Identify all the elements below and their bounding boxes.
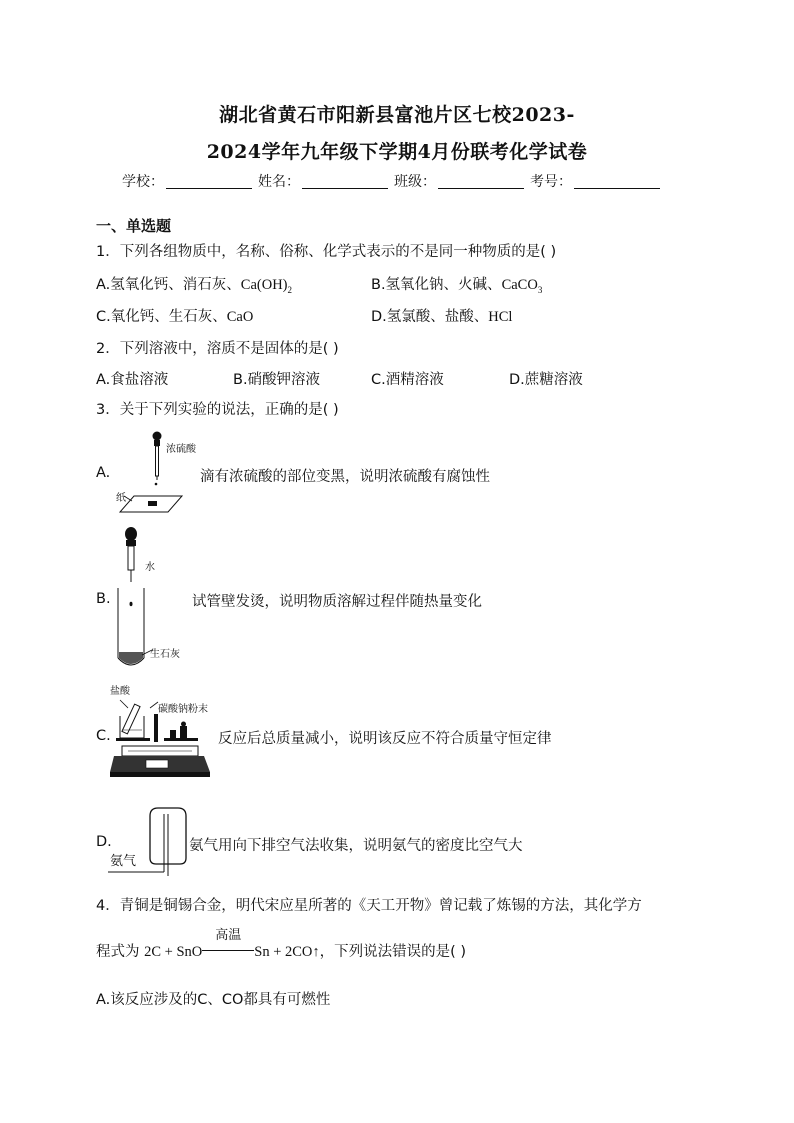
exam-title-line1: 湖北省黄石市阳新县富池片区七校2023- [219, 104, 575, 126]
q3-d-fig-label-nh3: 氨气 [110, 854, 137, 869]
q3-option-b-letter[interactable]: B. [96, 591, 111, 607]
exam-title-line2: 2024学年九年级下学期4月份联考化学试卷 [206, 141, 588, 163]
q1-stem: 1．下列各组物质中，名称、俗称、化学式表示的不是同一种物质的是( ) [96, 244, 557, 260]
q1-option-d[interactable] [371, 305, 512, 326]
q4-eq-bar [202, 950, 254, 951]
name-blank[interactable] [302, 174, 388, 189]
q3-stem: 3．关于下列实验的说法，正确的是( ) [96, 402, 339, 418]
q1-option-a-subscript: 2 [287, 284, 292, 295]
q2-option-a[interactable]: A.食盐溶液 [96, 372, 169, 388]
q3-a-fig-label-acid: 浓硫酸 [166, 444, 196, 455]
q1-option-a-text: A.氢氧化钙、消石灰、 [96, 277, 241, 293]
q3-b-fig-label-water: 水 [145, 562, 155, 573]
q4-stem: 4．青铜是铜锡合金，明代宋应星所著的《天工开物》曾记载了炼锡的方法，其化学方 [96, 898, 642, 914]
q4-eq-condition: 高温 [215, 927, 242, 942]
q3-option-c-letter[interactable]: C. [96, 728, 111, 744]
q4-option-a[interactable]: A.该反应涉及的C、CO都具有可燃性 [96, 992, 331, 1008]
q3-option-b-text: 试管壁发烫，说明物质溶解过程伴随热量变化 [192, 594, 482, 610]
q3-a-fig-label-paper: 纸 [116, 493, 126, 504]
q3-option-d-text: 氨气用向下排空气法收集，说明氨气的密度比空气大 [189, 838, 523, 854]
q4-eq-right: Sn + 2CO↑ [254, 944, 320, 960]
q1-option-b[interactable] [371, 273, 542, 295]
q3-c-fig-label-na2co3: 碳酸钠粉末 [158, 704, 208, 715]
q1-option-a-formula: Ca(OH) [240, 277, 288, 293]
q2-stem: 2．下列溶液中，溶质不是固体的是( ) [96, 341, 339, 357]
q4-eq-prefix: 程式为 [96, 944, 140, 960]
q1-option-d-text: D.氢氯酸、盐酸、 [371, 309, 489, 325]
school-label: 学校： [122, 174, 164, 190]
q1-option-c-formula: CaO [226, 309, 254, 325]
q1-option-c[interactable] [96, 305, 253, 326]
section-heading: 一、单选题 [96, 217, 172, 235]
q1-option-b-subscript: 3 [537, 284, 543, 295]
q1-option-b-formula: CaCO [501, 277, 538, 293]
name-label: 姓名： [258, 174, 300, 190]
q4-eq-suffix: ，下列说法错误的是( ) [319, 944, 467, 960]
school-blank[interactable] [166, 174, 252, 189]
class-blank[interactable] [438, 174, 524, 189]
q3-option-c-text: 反应后总质量减小，说明该反应不符合质量守恒定律 [218, 731, 552, 747]
q4-equation-line [96, 927, 467, 961]
class-label: 班级： [394, 174, 436, 190]
q1-option-c-text: C.氧化钙、生石灰、 [96, 309, 227, 325]
exam-number-blank[interactable] [574, 174, 660, 189]
student-info-row [122, 171, 682, 191]
exam-number-label: 考号： [530, 174, 572, 190]
q4-eq-arrow [202, 927, 254, 960]
q1-option-a[interactable] [96, 273, 292, 295]
q2-option-c[interactable]: C.酒精溶液 [371, 372, 444, 388]
q1-option-d-formula: HCl [488, 309, 513, 325]
q3-option-a-letter[interactable]: A. [96, 465, 111, 481]
q1-option-b-text: B.氢氧化钠、火碱、 [371, 277, 502, 293]
q3-option-d-letter[interactable]: D. [96, 834, 112, 850]
q4-eq-left: 2C + SnO [144, 944, 203, 960]
q2-option-d[interactable]: D.蔗糖溶液 [509, 372, 583, 388]
q3-option-a-text: 滴有浓硫酸的部位变黑，说明浓硫酸有腐蚀性 [200, 469, 490, 485]
q2-option-b[interactable]: B.硝酸钾溶液 [233, 372, 321, 388]
q3-b-fig-label-lime: 生石灰 [150, 649, 180, 660]
q3-c-fig-label-hcl: 盐酸 [110, 686, 130, 697]
